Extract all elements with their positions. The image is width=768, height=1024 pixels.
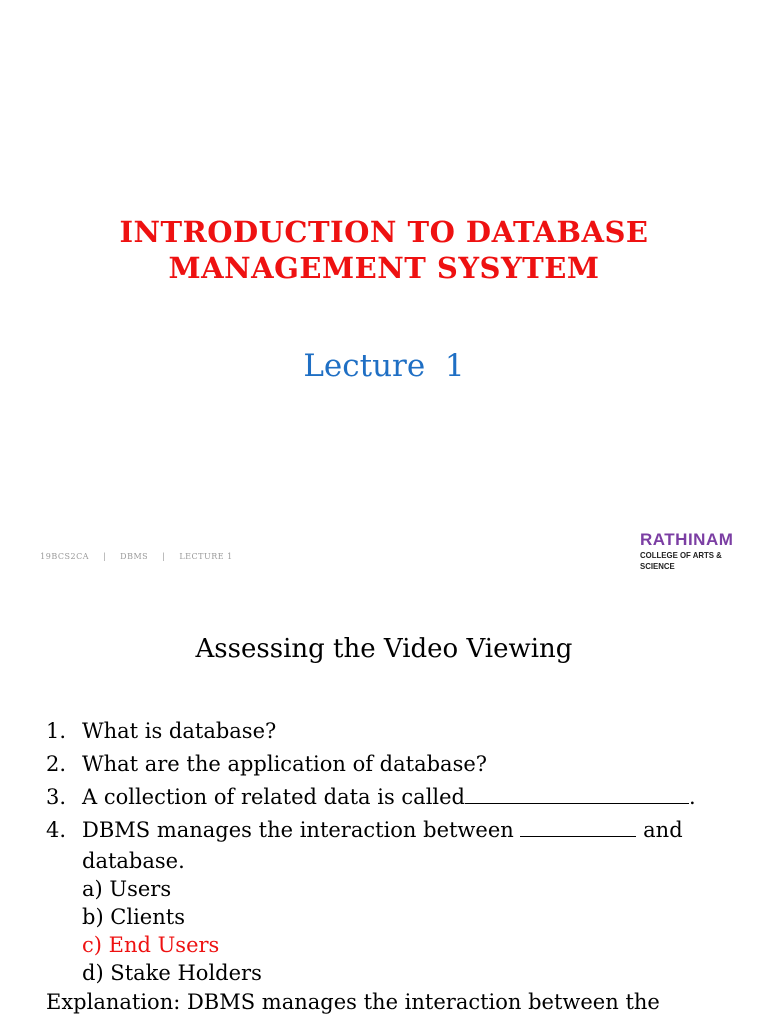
question-text <box>82 814 736 875</box>
lecture-subtitle: Lecture 1 <box>303 348 465 384</box>
question-item <box>46 715 736 748</box>
option-d: d) Stake Holders <box>82 961 262 985</box>
question-text: What are the application of database? <box>82 752 488 776</box>
logo-tagline: COLLEGE OF ARTS & SCIENCE <box>640 550 722 571</box>
explanation-text: Explanation: DBMS manages the interaction between the <box>46 990 660 1014</box>
question-number: 3. <box>46 785 67 809</box>
option-c-correct: c) End Users <box>82 933 220 957</box>
college-logo <box>640 530 760 572</box>
question-item <box>46 781 736 814</box>
question-text-after: and <box>636 818 683 842</box>
question-list <box>46 715 736 987</box>
question-item <box>46 814 736 875</box>
slide-title-line-1: INTRODUCTION TO DATABASE <box>119 215 649 249</box>
footer-subject: DBMS <box>120 552 149 561</box>
answer-options <box>46 875 736 987</box>
footer-separator: | <box>102 552 107 561</box>
answer-blank <box>520 818 636 837</box>
option-b: b) Clients <box>82 905 185 929</box>
question-number: 4. <box>46 818 67 842</box>
question-number: 1. <box>46 719 67 743</box>
question-text-main: A collection of related data is called <box>82 785 465 809</box>
footer-lecture: LECTURE 1 <box>179 552 233 561</box>
slide-title-line-2: MANAGEMENT SYSYTEM <box>168 251 600 285</box>
question-text: What is database? <box>82 719 277 743</box>
option-a: a) Users <box>82 877 172 901</box>
question-suffix: . <box>689 785 696 809</box>
question-text-before: DBMS manages the interaction between <box>82 818 521 842</box>
quiz-slide <box>0 576 768 1024</box>
question-text <box>82 781 736 814</box>
slide-title <box>0 214 768 286</box>
footer-separator: | <box>162 552 166 561</box>
question-item <box>46 748 736 781</box>
footer-course-code: 19BCS2CA <box>40 552 89 561</box>
quiz-title: Assessing the Video Viewing <box>195 634 573 664</box>
question-continuation: database. <box>82 849 185 873</box>
slide-footer <box>28 543 247 570</box>
question-number: 2. <box>46 752 67 776</box>
answer-blank <box>465 785 689 804</box>
logo-name: RATHINAM <box>640 530 734 549</box>
